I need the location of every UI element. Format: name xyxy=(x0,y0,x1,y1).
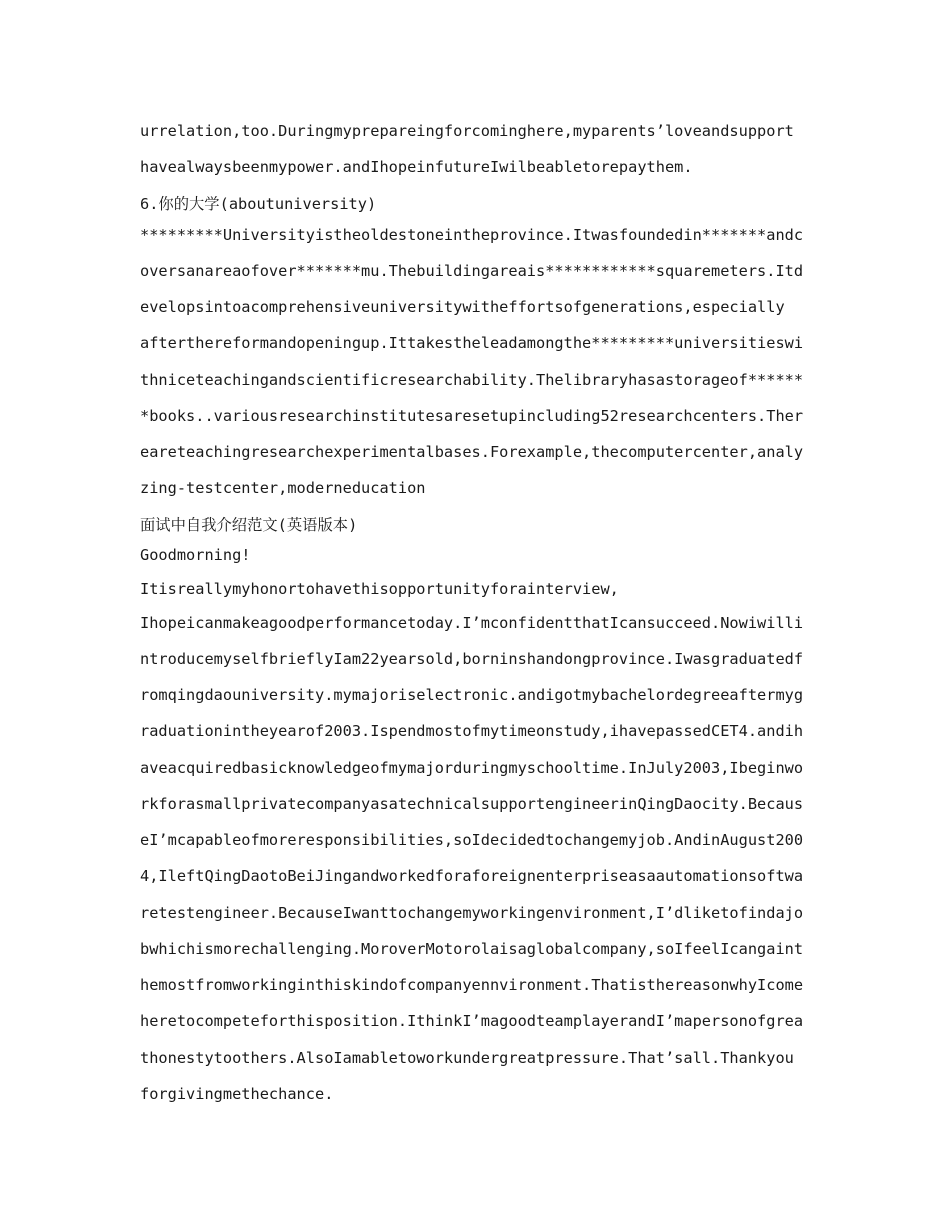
document-page xyxy=(140,0,812,1230)
text-line: forgivingmethechance. xyxy=(140,1085,334,1103)
text-line: romqingdaouniversity.mymajoriselectronic.andigotmybachelordegreeaftermyg xyxy=(140,686,804,704)
text-line: bwhichismorechallenging.MoroverMotorolaisaglobalcompany,soIfeelIcangaint xyxy=(140,940,804,958)
text-line: afterthereformandopeningup.Ittakestheleadamongthe*********universitieswi xyxy=(140,334,804,352)
text-line: Itisreallymyhonortohavethisopportunityforainterview, xyxy=(140,580,619,598)
text-line: thonestytoothers.AlsoIamabletoworkundergreatpressure.That’sall.Thankyou xyxy=(140,1049,794,1067)
text-line: aveacquiredbasicknowledgeofmymajorduringmyschooltime.InJuly2003,Ibeginwo xyxy=(140,759,804,777)
section-heading: 面试中自我介绍范文(英语版本) xyxy=(140,516,358,534)
text-line: havealwaysbeenmypower.andIhopeinfutureIwilbeabletorepaythem. xyxy=(140,158,693,176)
text-line: retestengineer.BecauseIwanttochangemyworkingenvironment,I’dliketofindajo xyxy=(140,904,804,922)
text-line: urrelation,too.Duringmyprepareingforcominghere,myparents’loveandsupport xyxy=(140,122,794,140)
text-line: raduationintheyearof2003.Ispendmostofmytimeonstudy,ihavepassedCET4.andih xyxy=(140,722,804,740)
text-line: eareteachingresearchexperimentalbases.Forexample,thecomputercenter,analy xyxy=(140,443,804,461)
text-line: hemostfromworkinginthiskindofcompanyennvironment.ThatisthereasonwhyIcome xyxy=(140,976,804,994)
text-line: thniceteachingandscientificresearchability.Thelibraryhasastorageof****** xyxy=(140,371,804,389)
text-line: heretocompeteforthisposition.IthinkI’magoodteamplayerandI’mapersonofgrea xyxy=(140,1012,804,1030)
text-line: *books..variousresearchinstitutesaresetupincluding52researchcenters.Ther xyxy=(140,407,804,425)
section-heading: 6.你的大学(aboutuniversity) xyxy=(140,195,377,213)
text-line: Ihopeicanmakeagoodperformancetoday.I’mconfidentthatIcansucceed.Nowiwilli xyxy=(140,614,804,632)
text-line: oversanareaofover*******mu.Thebuildingareais************squaremeters.Itd xyxy=(140,262,804,280)
text-line: eI’mcapableofmoreresponsibilities,soIdecidedtochangemyjob.AndinAugust200 xyxy=(140,831,804,849)
text-line: evelopsintoacomprehensiveuniversitywitheffortsofgenerations,especially xyxy=(140,298,785,316)
text-line: Goodmorning! xyxy=(140,546,251,564)
text-line: ntroducemyselfbrieflyIam22yearsold,borninshandongprovince.Iwasgraduatedf xyxy=(140,650,804,668)
text-line: rkforasmallprivatecompanyasatechnicalsupportengineerinQingDaocity.Becaus xyxy=(140,795,804,813)
text-line: zing-testcenter,moderneducation xyxy=(140,479,426,497)
text-line: *********Universityistheoldestoneintheprovince.Itwasfoundedin*******andc xyxy=(140,226,804,244)
text-line: 4,IleftQingDaotoBeiJingandworkedforaforeignenterpriseasaautomationsoftwa xyxy=(140,867,804,885)
